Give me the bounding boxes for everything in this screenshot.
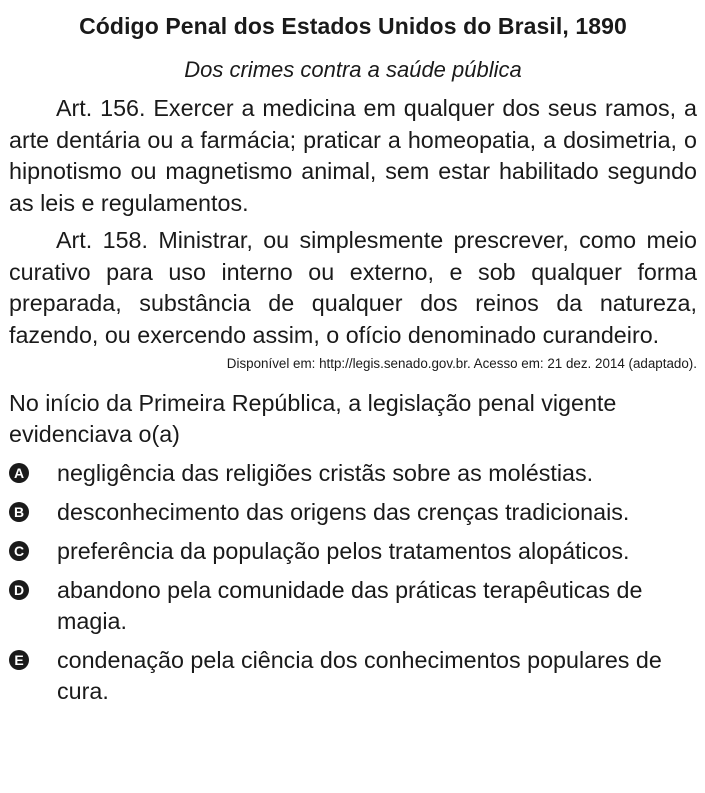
article-156: Art. 156. Exercer a medicina em qualquer dos seus ramos, a arte dentária ou a farmácia; praticar a homeopatia, a dosimetria, o hipnotismo ou magnetismo animal, sem estar habilitado segundo as leis e regulamentos.	[9, 95, 697, 216]
option-d-text: abandono pela comunidade das práticas terapêuticas de magia.	[57, 577, 643, 634]
option-e-text: condenação pela ciência dos conhecimentos populares de cura.	[57, 647, 662, 704]
option-e[interactable]	[9, 645, 697, 707]
option-a-text: negligência das religiões cristãs sobre as moléstias.	[57, 460, 594, 486]
option-a[interactable]	[9, 458, 697, 489]
option-c[interactable]	[9, 536, 697, 567]
option-a-badge: A	[9, 463, 29, 483]
document-title: Código Penal dos Estados Unidos do Brasil, 1890	[79, 13, 627, 39]
option-c-text: preferência da população pelos tratamentos alopáticos.	[57, 538, 630, 564]
document-subtitle: Dos crimes contra a saúde pública	[184, 57, 522, 82]
exam-page	[9, 0, 697, 715]
option-d-badge: D	[9, 580, 29, 600]
question-stem: No início da Primeira República, a legislação penal vigente evidenciava o(a)	[9, 390, 617, 447]
option-b[interactable]	[9, 497, 697, 528]
option-b-text: desconhecimento das origens das crenças tradicionais.	[57, 499, 630, 525]
option-b-badge: B	[9, 502, 29, 522]
option-d[interactable]	[9, 575, 697, 637]
answer-options	[9, 458, 697, 707]
option-e-badge: E	[9, 650, 29, 670]
source-citation: Disponível em: http://legis.senado.gov.br. Acesso em: 21 dez. 2014 (adaptado).	[226, 356, 697, 371]
option-c-badge: C	[9, 541, 29, 561]
article-158: Art. 158. Ministrar, ou simplesmente prescrever, como meio curativo para uso interno ou externo, e sob qualquer forma preparada, substância de qualquer dos reinos da natureza, fazendo, ou exercendo assim, o ofício denominado curandeiro.	[9, 227, 697, 348]
